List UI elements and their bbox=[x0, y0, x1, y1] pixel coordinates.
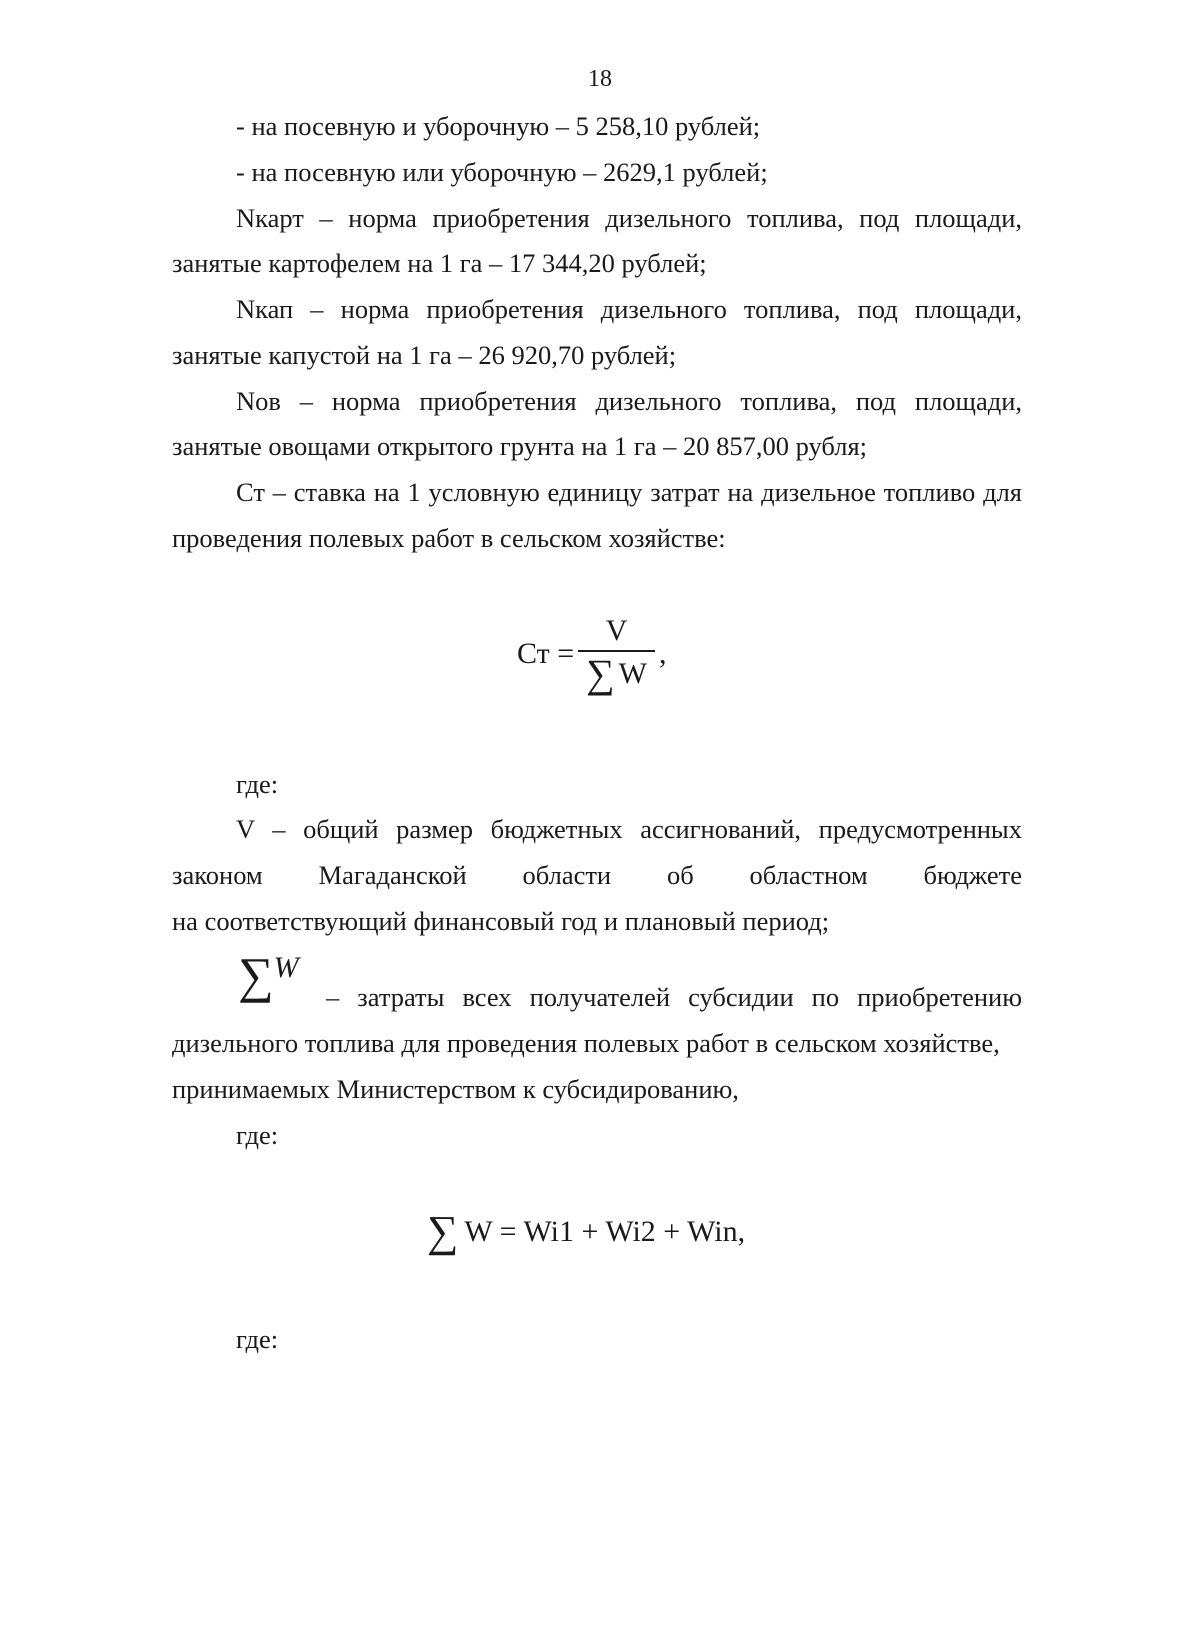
text-line: Nкарт – норма приобретения дизельного топлива, под площади, bbox=[236, 203, 1022, 233]
text-line: занятые капустой на 1 га – 26 920,70 рублей; bbox=[172, 340, 677, 370]
text-line: дизельного топлива для проведения полевых работ в сельском хозяйстве, bbox=[172, 1028, 1000, 1058]
formula-fraction bbox=[578, 614, 655, 694]
text-line: на соответствующий финансовый год и плановый период; bbox=[172, 906, 830, 936]
sigma-symbol: ∑ bbox=[238, 947, 274, 1003]
text-line: Nов – норма приобретения дизельного топлива, под площади, bbox=[236, 386, 1022, 416]
text-line: V – общий размер бюджетных ассигнований, предусмотренных bbox=[236, 814, 1022, 844]
sum-w-symbol bbox=[238, 947, 299, 1003]
where-label: где: bbox=[236, 1120, 279, 1150]
formula-denominator-var: W bbox=[618, 657, 647, 690]
text-line: законом Магаданской области об областном бюджете bbox=[172, 860, 1022, 890]
text-line: принимаемых Министерством к субсидированию, bbox=[172, 1074, 739, 1104]
page-number: 18 bbox=[588, 66, 612, 92]
sigma-symbol: ∑ bbox=[427, 1207, 459, 1256]
where-label: где: bbox=[236, 769, 279, 799]
text-line: – затраты всех получателей субсидии по приобретению bbox=[326, 982, 1022, 1012]
formula-sum-expression: W = Wi1 + Wi2 + Win, bbox=[464, 1215, 746, 1248]
text-line: проведения полевых работ в сельском хозяйстве: bbox=[172, 523, 726, 553]
formula-sum bbox=[427, 1207, 746, 1256]
formula-tail: , bbox=[659, 637, 667, 670]
sum-w-var: W bbox=[273, 951, 299, 984]
where-label: где: bbox=[236, 1324, 279, 1354]
text-line: - на посевную и уборочную – 5 258,10 рублей; bbox=[236, 111, 761, 141]
formula-lhs: Ст = bbox=[517, 637, 575, 670]
formula-rate bbox=[517, 614, 667, 694]
text-line: занятые овощами открытого грунта на 1 га – 20 857,00 рубля; bbox=[172, 431, 868, 461]
text-line: - на посевную или уборочную – 2629,1 рублей; bbox=[236, 157, 768, 187]
text-line: Ст – ставка на 1 условную единицу затрат на дизельное топливо для bbox=[236, 477, 1022, 507]
sigma-symbol: ∑ bbox=[586, 651, 615, 696]
text-line: Nкап – норма приобретения дизельного топлива, под площади, bbox=[236, 294, 1022, 324]
formula-denominator bbox=[578, 650, 655, 694]
formula-numerator: V bbox=[605, 614, 628, 647]
text-line: занятые картофелем на 1 га – 17 344,20 рублей; bbox=[172, 248, 707, 278]
